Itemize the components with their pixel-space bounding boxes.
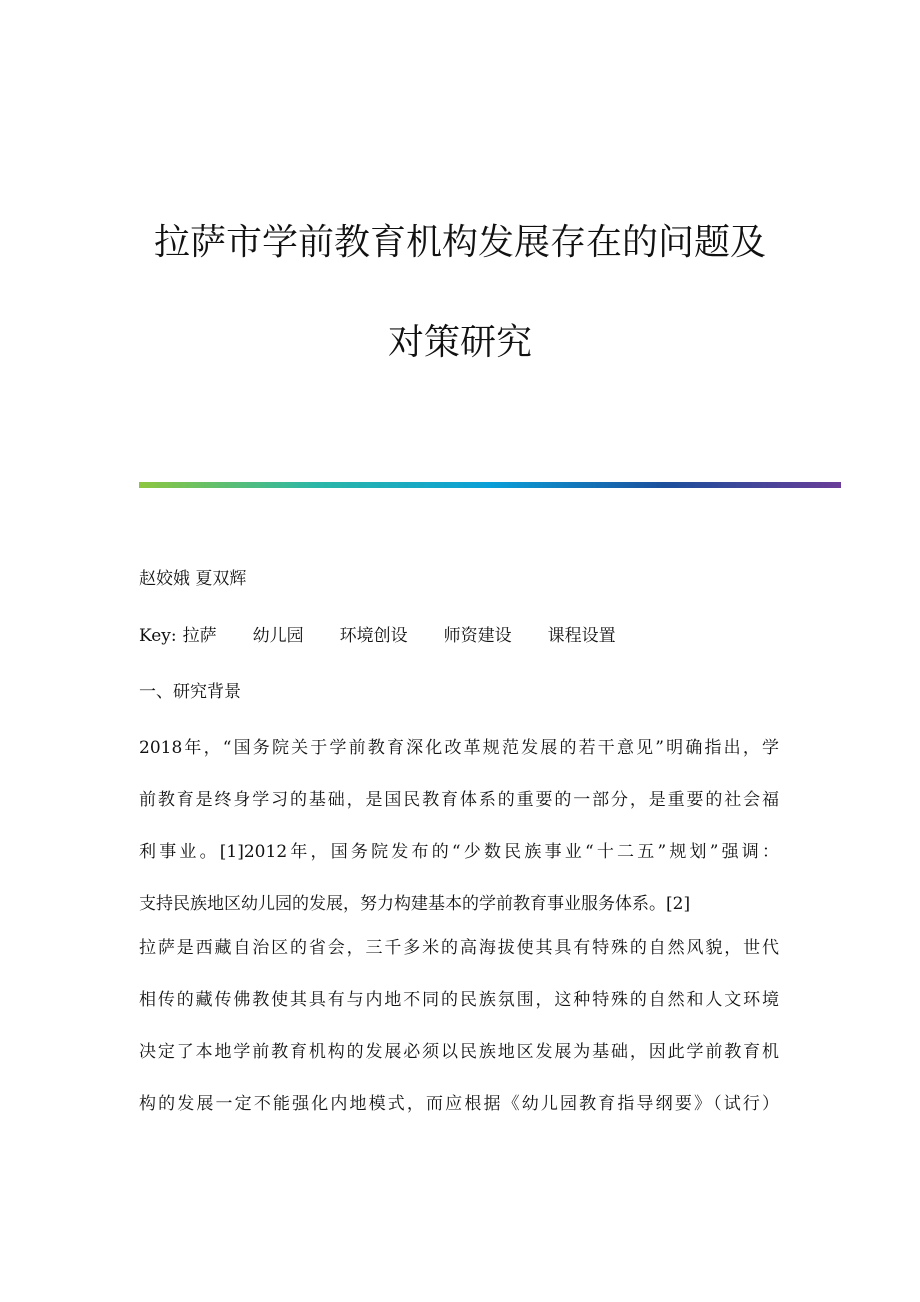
keyword-item: 课程设置 [547, 626, 616, 646]
keyword-item: 师资建设 [443, 626, 512, 646]
paragraph-line: 构的发展一定不能强化内地模式，而应根据《幼儿园教育指导纲要》（试行） [139, 1094, 779, 1114]
paragraph-2 [139, 936, 779, 1144]
paragraph-line: 决定了本地学前教育机构的发展必须以民族地区发展为基础，因此学前教育机 [139, 1042, 779, 1062]
keyword-item: 环境创设 [339, 626, 408, 646]
paragraph-line: 2018年，“国务院关于学前教育深化改革规范发展的若干意见”明确指出，学 [139, 738, 779, 758]
authors: 赵姣娥 夏双辉 [139, 569, 247, 589]
paragraph-1 [139, 736, 779, 944]
keyword-item: 拉萨 [182, 626, 217, 646]
keywords-label: Key: [139, 626, 177, 646]
paragraph-line: 支持民族地区幼儿园的发展，努力构建基本的学前教育事业服务体系。[2] [139, 894, 691, 914]
section-heading: 一、研究背景 [139, 682, 241, 702]
paragraph-line: 相传的藏传佛教使其具有与内地不同的民族氛围，这种特殊的自然和人文环境 [139, 990, 779, 1010]
paragraph-line: 利事业。[1]2012年，国务院发布的“少数民族事业“十二五”规划”强调： [139, 842, 779, 862]
paragraph-line: 拉萨是西藏自治区的省会，三千多米的高海拔使其具有特殊的自然风貌，世代 [139, 938, 779, 958]
document-title-line-1: 拉萨市学前教育机构发展存在的问题及 [153, 222, 766, 263]
document-title-line-2: 对策研究 [387, 322, 532, 363]
keywords-row [139, 624, 779, 648]
paragraph-line: 前教育是终身学习的基础，是国民教育体系的重要的一部分，是重要的社会福 [139, 790, 779, 810]
keyword-item: 幼儿园 [252, 626, 304, 646]
gradient-divider [139, 482, 841, 488]
